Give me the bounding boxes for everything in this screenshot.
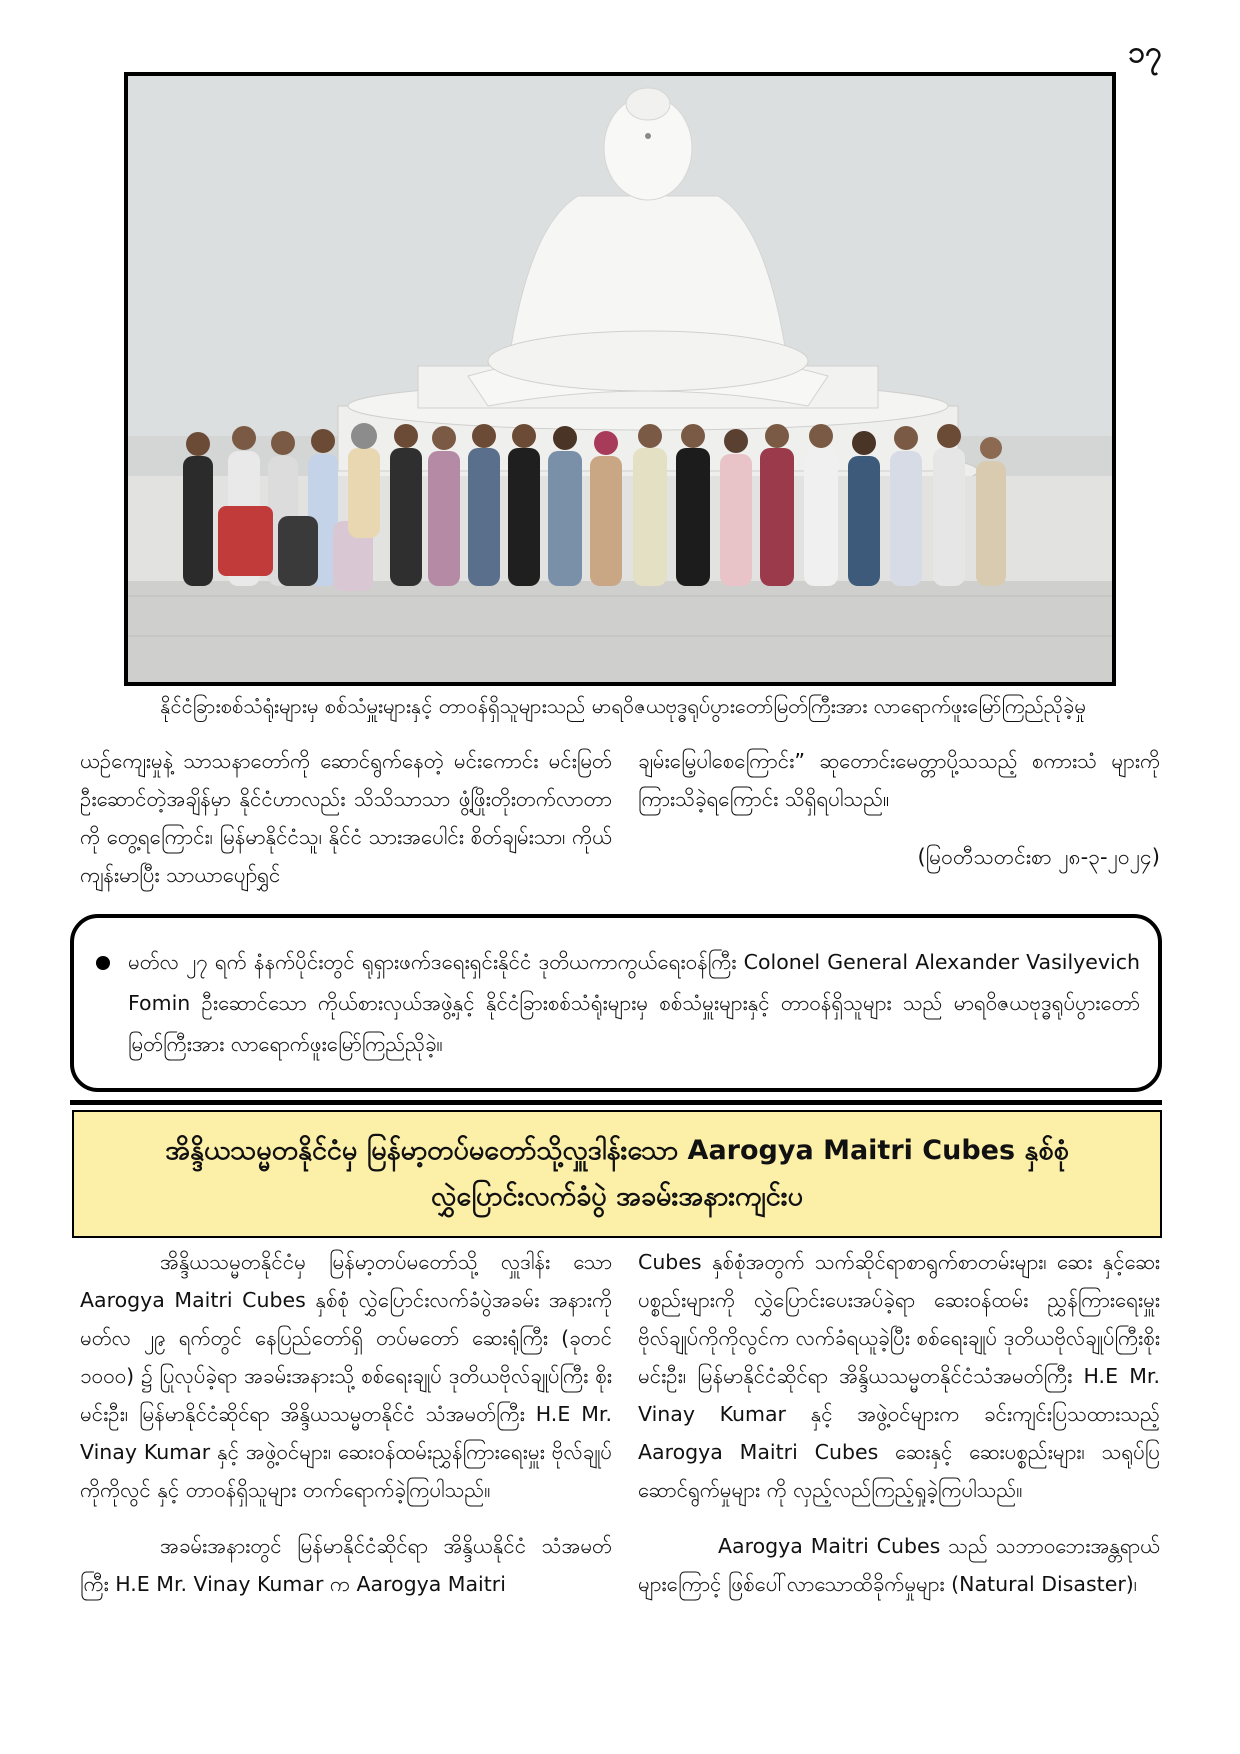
article2-headline-box [72, 1110, 1162, 1238]
page-number: ၁၇ [1128, 35, 1162, 70]
article1-right-column [638, 742, 1160, 818]
article2-right-column [638, 1243, 1160, 1603]
article2-left-paragraph-2: အခမ်းအနားတွင် မြန်မာနိုင်ငံဆိုင်ရာ အိန္ဒိယနိုင်ငံ သံအမတ်ကြီး H.E Mr. Vinay Kumar က Aarogya Maitri [80, 1534, 612, 1596]
group-photo [124, 72, 1116, 686]
article2-left-paragraph-1: အိန္ဒိယသမ္မတနိုင်ငံမှ မြန်မာ့တပ်မတော်သို့ လှူဒါန်း သော Aarogya Maitri Cubes နှစ်စုံ လွှဲပြောင်းလက်ခံပွဲအခမ်း အနားကို မတ်လ ၂၉ ရက်တွင် နေပြည်တော်ရှိ တပ်မတော် ဆေးရုံကြီး (ခုတင် ၁၀၀၀) ၌ ပြုလုပ်ခဲ့ရာ အခမ်းအနားသို့ စစ်ရေးချုပ် ဒုတိယဗိုလ်ချုပ်ကြီး စိုးမင်းဦး၊ မြန်မာနိုင်ငံဆိုင်ရာ အိန္ဒိယသမ္မတနိုင်ငံ သံအမတ်ကြီး H.E Mr. Vinay Kumar နှင့် အဖွဲ့ဝင်များ၊ ဆေးဝန်ထမ်းညွှန်ကြားရေးမှူး ဗိုလ်ချုပ်ကိုကိုလွင် နှင့် တာဝန်ရှိသူများ တက်ရောက်ခဲ့ကြပါသည်။ [80, 1250, 612, 1502]
article2-right-paragraph-2: Aarogya Maitri Cubes သည် သဘာဝဘေးအန္တရာယ် များကြောင့် ဖြစ်ပေါ်လာသောထိခိုက်မှုများ (Natural Disaster)၊ [638, 1534, 1160, 1596]
bullet-text: မတ်လ ၂၇ ရက် နံနက်ပိုင်းတွင် ရုရှားဖက်ဒရေးရှင်းနိုင်ငံ ဒုတိယကာကွယ်ရေးဝန်ကြီး Colonel General Alexander Vasilyevich Fomin ဦးဆောင်သော ကိုယ်စားလှယ်အဖွဲ့နှင့် နိုင်ငံခြားစစ်သံရုံးများမှ စစ်သံမှူးများနှင့် တာဝန်ရှိသူများ သည် မာရဝိဇယဗုဒ္ဓရုပ်ပွားတော်မြတ်ကြီးအား လာရောက်ဖူးမြော်ကြည်ညိုခဲ့။ [128, 950, 1140, 1056]
bullet-summary-box [70, 914, 1162, 1092]
article2-headline: အိန္ဒိယသမ္မတနိုင်ငံမှ မြန်မာ့တပ်မတော်သို့လှူဒါန်းသော Aarogya Maitri Cubes နှစ်စုံ လွှဲပြောင်းလက်ခံပွဲ အခမ်းအနားကျင်းပ [165, 1135, 1069, 1212]
article1-right-text: ချမ်းမြေ့ပါစေကြောင်း” ဆုတောင်းမေတ္တာပို့သသည့် စကားသံ များကို ကြားသိခဲ့ရကြောင်း သိရှိရပါသည်။ [638, 749, 1160, 811]
article2-left-column [80, 1243, 612, 1603]
article2-right-paragraph-1: Cubes နှစ်စုံအတွက် သက်ဆိုင်ရာစာရွက်စာတမ်းများ၊ ဆေး နှင့်ဆေးပစ္စည်းများကို လွှဲပြောင်းပေးအပ်ခဲ့ရာ ဆေးဝန်ထမ်း ညွှန်ကြားရေးမှူး ဗိုလ်ချုပ်ကိုကိုလွင်က လက်ခံရယူခဲ့ပြီး စစ်ရေးချုပ် ဒုတိယဗိုလ်ချုပ်ကြီးစိုးမင်းဦး၊ မြန်မာနိုင်ငံဆိုင်ရာ အိန္ဒိယသမ္မတနိုင်ငံသံအမတ်ကြီး H.E Mr. Vinay Kumar နှင့် အဖွဲ့ဝင်များက ခင်းကျင်းပြသထားသည့် Aarogya Maitri Cubes ဆေးနှင့် ဆေးပစ္စည်းများ၊ သရုပ်ပြဆောင်ရွက်မှုများ ကို လှည့်လည်ကြည့်ရှုခဲ့ကြပါသည်။ [638, 1250, 1160, 1502]
article1-source: (မြဝတီသတင်းစာ ၂၈-၃-၂၀၂၄) [917, 845, 1160, 869]
photo-caption: နိုင်ငံခြားစစ်သံရုံးများမှ စစ်သံမှူးများနှင့် တာဝန်ရှိသူများသည် မာရဝိဇယဗုဒ္ဓရုပ်ပွားတော်မြတ်ကြီးအား လာရောက်ဖူးမြော်ကြည်ညိုခဲ့မှု [160, 694, 1086, 718]
article1-left-column [80, 742, 612, 894]
article1-left-text: ယဉ်ကျေးမှုနဲ့ သာသနာတော်ကို ဆောင်ရွက်နေတဲ့ မင်းကောင်း မင်းမြတ်ဦးဆောင်တဲ့အချိန်မှာ နိုင်ငံဟာလည်း သိသိသာသာ ဖွံ့ဖြိုးတိုးတက်လာတာကို တွေ့ရကြောင်း၊ မြန်မာနိုင်ငံသူ၊ နိုင်ငံ သားအပေါင်း စိတ်ချမ်းသာ၊ ကိုယ်ကျန်းမာပြီး သာယာပျော်ရွှင် [80, 749, 612, 887]
photo-illustration [128, 76, 1112, 682]
bullet-icon [96, 956, 110, 970]
section-divider [70, 1100, 1162, 1105]
